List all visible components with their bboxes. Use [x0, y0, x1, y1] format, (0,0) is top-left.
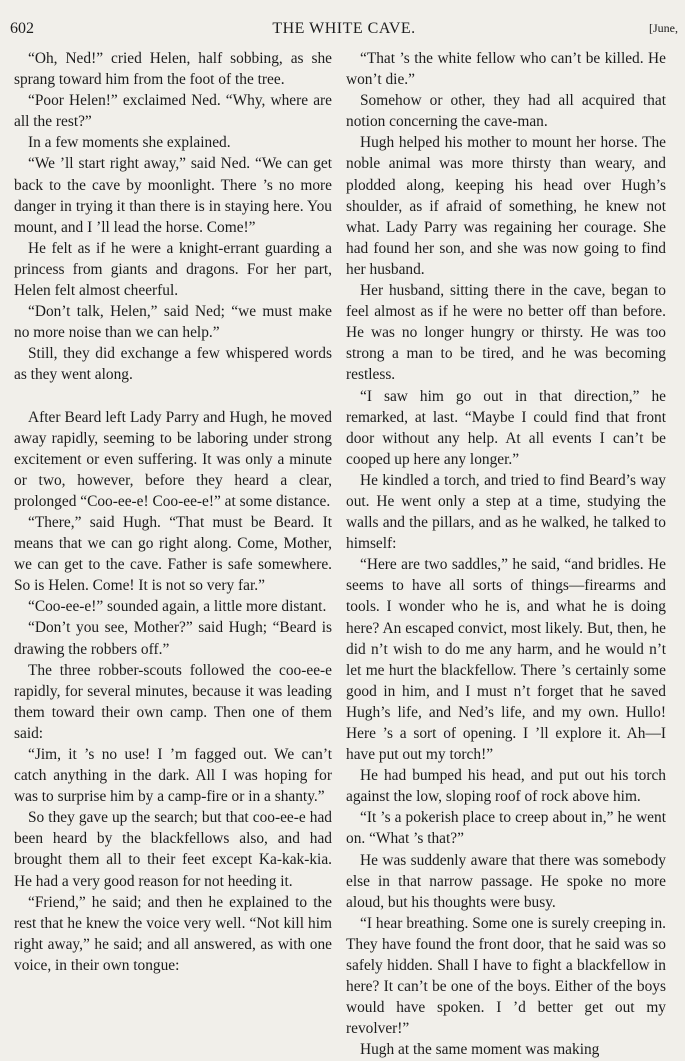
- paragraph: “Don’t talk, Helen,” said Ned; “we must make no more noise than we can help.”: [14, 303, 332, 342]
- paragraph: The three robber-scouts followed the coo-ee-e rapidly, for several minutes, because it was leading them toward their own camp. Then one of them said:: [14, 661, 332, 742]
- paragraph: Somehow or other, they had all acquired that notion concerning the cave-man.: [346, 92, 666, 131]
- paragraph: Her husband, sitting there in the cave, began to feel almost as if he were no better off than before. He was no longer hungry or thirsty. He was too strong a man to be tired, and he was becoming restless.: [346, 282, 666, 384]
- paragraph: He felt as if he were a knight-errant guarding a princess from giants and dragons. For her part, Helen felt almost cheerful.: [14, 239, 332, 300]
- paragraph: “I hear breathing. Some one is surely creeping in. They have found the front door, that he said was so safely hidden. Shall I have to fight a blackfellow in here? It can’t be one of the boys. Either of the boys would have spoken. I ’d better get out my revolver!”: [346, 914, 666, 1038]
- running-title: THE WHITE CAVE.: [272, 20, 416, 37]
- paragraph: “We ’ll start right away,” said Ned. “We can get back to the cave by moonlight. There ’s no more danger in trying it than there is in staying here. You mount, and I ’ll lead the horse. Come!”: [14, 155, 332, 236]
- issue-month: [June,: [649, 21, 678, 35]
- page-number: 602: [10, 20, 34, 37]
- paragraph: He was suddenly aware that there was somebody else in that narrow passage. He spoke no more aloud, but his thoughts were busy.: [346, 851, 666, 911]
- paragraph: “That ’s the white fellow who can’t be killed. He won’t die.”: [346, 50, 666, 89]
- paragraph: He had bumped his head, and put out his torch against the low, sloping roof of rock above him.: [346, 767, 666, 806]
- paragraph: “It ’s a pokerish place to creep about in,” he went on. “What ’s that?”: [346, 809, 666, 848]
- running-header: [10, 20, 678, 44]
- paragraph: “Coo-ee-e!” sounded again, a little more distant.: [28, 598, 327, 616]
- paragraph: “Don’t you see, Mother?” said Hugh; “Beard is drawing the robbers off.”: [14, 619, 332, 658]
- right-column: [346, 48, 666, 1061]
- paragraph: Hugh at the same moment was making: [360, 1041, 600, 1059]
- left-column: [14, 48, 332, 976]
- paragraph: Hugh helped his mother to mount her horse. The noble animal was more thirsty than weary, and plodded along, keeping his head over Hugh’s shoulder, as if afraid of something, he knew not what. Lady Parry was regaining her courage. She had found her son, and she was now going to find her husband.: [346, 134, 666, 278]
- paragraph: Still, they did exchange a few whispered words as they went along.: [14, 345, 332, 384]
- paragraph: So they gave up the search; but that coo-ee-e had been heard by the blackfellows also, and had brought them all to their feet except Ka-kak-kia. He had a very good reason for not heeding it.: [14, 809, 332, 890]
- section-start-paragraph: After Beard left Lady Parry and Hugh, he moved away rapidly, seeming to be laboring under strong excitement or even suffering. It was only a minute or two, however, before they heard a clear, prolonged “Coo-ee-e! Coo-ee-e!” at some distance.: [14, 408, 332, 510]
- paragraph: “Oh, Ned!” cried Helen, half sobbing, as she sprang toward him from the foot of the tree.: [14, 50, 332, 89]
- paragraph: In a few moments she explained.: [28, 134, 231, 152]
- paragraph: “Poor Helen!” exclaimed Ned. “Why, where are all the rest?”: [14, 92, 332, 131]
- paragraph: “Here are two saddles,” he said, “and bridles. He seems to have all sorts of things—firearms and tools. I wonder who he is, and what he is doing here? An escaped convict, most likely. But, then, he did n’t wish to do me any harm, and he would n’t let me hurt the blackfellow. There ’s certainly some good in him, and I must n’t forget that he saved Hugh’s life, and Ned’s life, and my own. Hullo! Here ’s a sort of opening. I ’ll explore it. Ah—I have put out my torch!”: [346, 556, 666, 764]
- paragraph: “Friend,” he said; and then he explained to the rest that he knew the voice very well. “Not kill him right away,” he said; and all answered, as with one voice, in their own tongue:: [14, 893, 332, 974]
- paragraph: He kindled a torch, and tried to find Beard’s way out. He went only a step at a time, studying the walls and the pillars, and as he walked, he talked to himself:: [346, 471, 666, 553]
- paragraph: “There,” said Hugh. “That must be Beard. It means that we can go right along. Come, Mother, we can get to the cave. Father is safe somewhere. So is Helen. Come! It is not so very far.”: [14, 513, 332, 595]
- paragraph: “I saw him go out in that direction,” he remarked, at last. “Maybe I could find that front door without any help. At all events I can’t be cooped up here any longer.”: [346, 387, 666, 468]
- paragraph: “Jim, it ’s no use! I ’m fagged out. We can’t catch anything in the dark. All I was hoping for was to surprise him by a camp-fire or in a shanty.”: [14, 746, 332, 806]
